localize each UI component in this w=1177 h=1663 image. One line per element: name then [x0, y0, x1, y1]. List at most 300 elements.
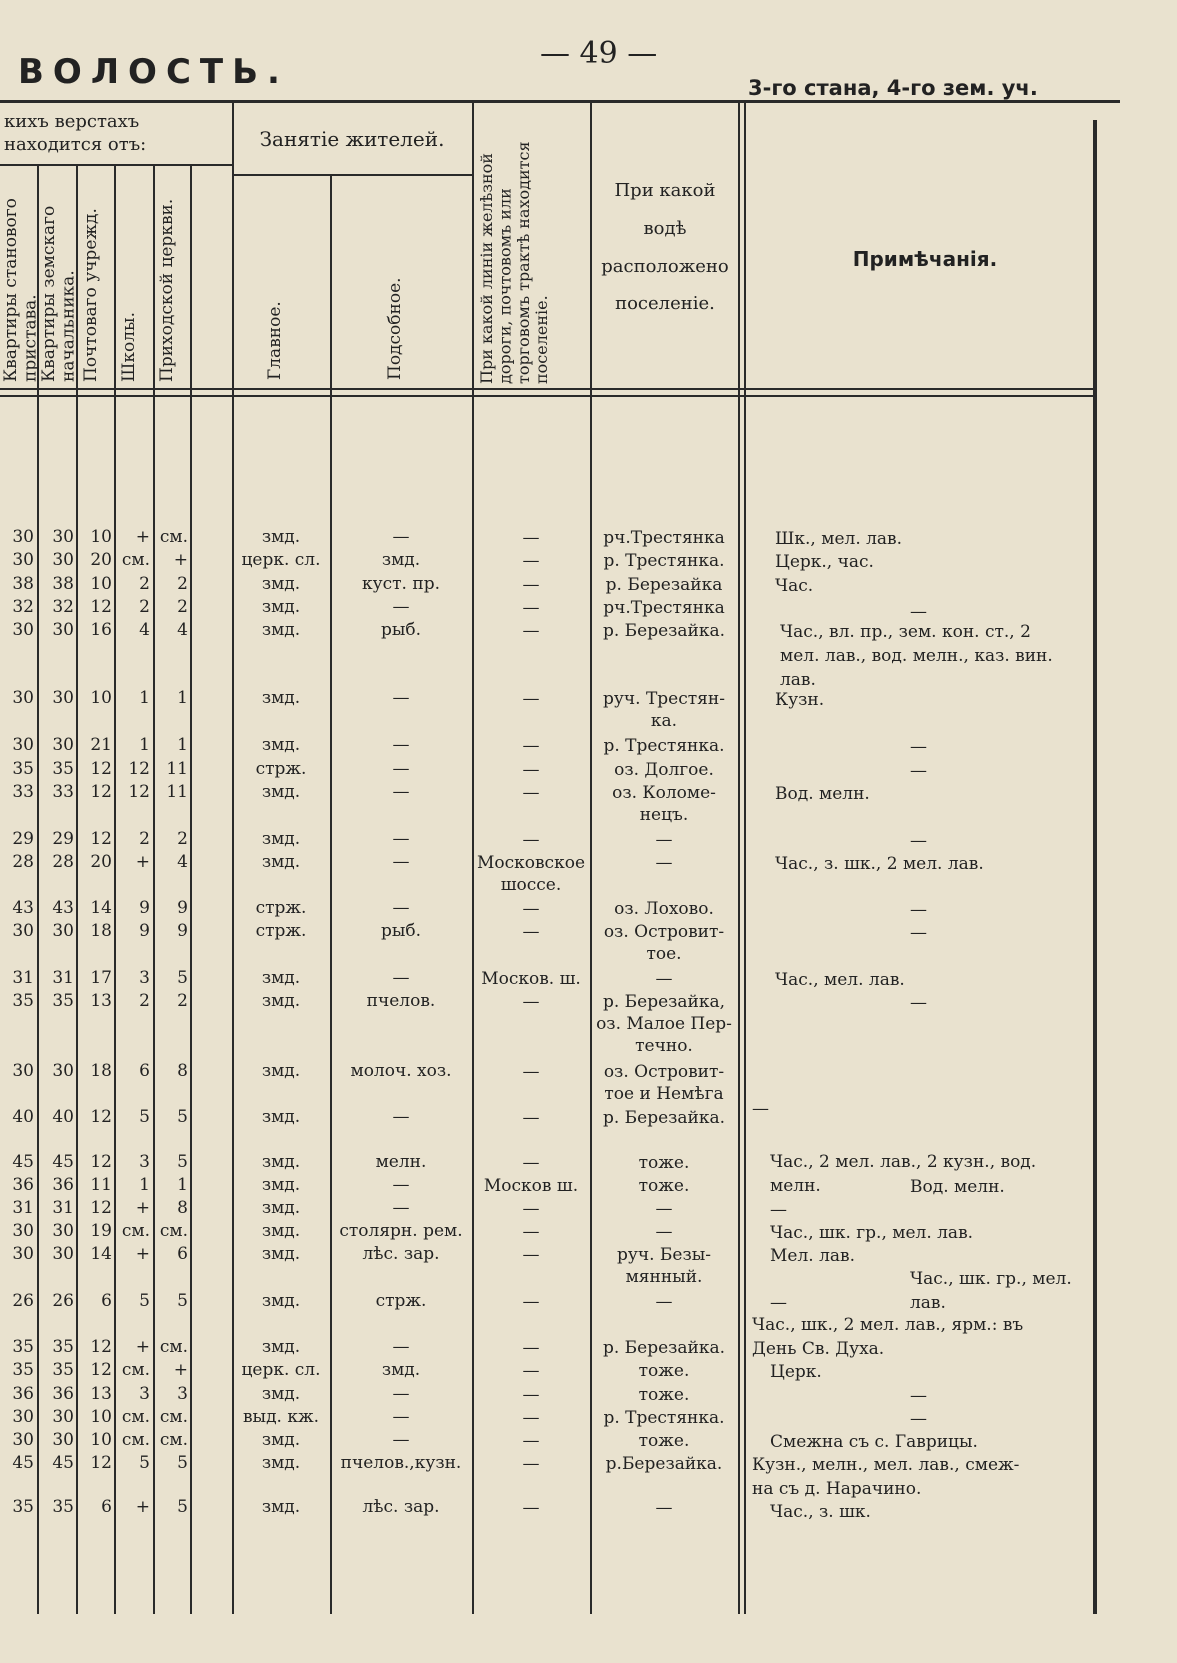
note-cell: — — [752, 1099, 769, 1119]
water-cell-line: — — [655, 1222, 673, 1242]
table-cell: 30 — [52, 688, 74, 708]
table-cell: змд. — [261, 1198, 301, 1218]
table-cell: см. — [159, 1221, 188, 1241]
table-cell: 9 — [177, 898, 188, 918]
water-cell-line: — — [655, 853, 673, 873]
note-cell: — — [910, 1386, 927, 1406]
table-cell: 35 — [12, 1360, 34, 1380]
road-cell: — — [522, 1292, 540, 1312]
table-cell: — — [392, 597, 410, 617]
water-cell — [592, 1107, 736, 1129]
table-cell: 30 — [52, 527, 74, 547]
top-rule — [0, 100, 1120, 103]
col-header-main: Главное. — [265, 301, 285, 380]
road-cell: — — [522, 1454, 540, 1474]
note-cell: Час., мел. лав. — [775, 970, 905, 990]
road-cell: — — [522, 551, 540, 571]
water-cell-line: тоже. — [638, 1153, 690, 1173]
table-cell: 45 — [12, 1453, 34, 1473]
table-cell: 19 — [90, 1221, 112, 1241]
table-cell: змд. — [261, 1291, 301, 1311]
road-cell: — — [522, 899, 540, 919]
col-header-water: При какой водѣ расположено поселеніе. — [601, 180, 729, 315]
header-rule-occupation — [232, 174, 472, 176]
water-cell-line: р. Березайка — [605, 575, 723, 595]
table-cell: пчелов. — [366, 991, 436, 1011]
note-cell: — — [910, 1409, 927, 1429]
water-cell-line: оз. Островит- — [603, 1062, 725, 1082]
water-cell-line: оз. Коломе- — [612, 783, 716, 803]
table-cell: 6 — [139, 1061, 150, 1081]
page-number: — 49 — — [540, 36, 658, 71]
note-cell: Кузн., мелн., мел. лав., смеж- на съ д. Нарачино. — [752, 1455, 1020, 1499]
table-cell: — — [392, 735, 410, 755]
road-cell: — — [522, 1385, 540, 1405]
table-cell: 38 — [12, 574, 34, 594]
table-cell: 30 — [52, 1244, 74, 1264]
water-cell — [592, 574, 736, 596]
table-cell: 8 — [177, 1198, 188, 1218]
water-cell-line: оз. Лохово. — [614, 899, 714, 919]
table-cell: 30 — [12, 1430, 34, 1450]
road-cell: — — [522, 1062, 540, 1082]
table-cell: 26 — [52, 1291, 74, 1311]
table-cell: — — [392, 1337, 410, 1357]
table-cell: мелн. — [375, 1152, 427, 1172]
table-cell: змд. — [261, 527, 301, 547]
table-cell: 1 — [139, 688, 150, 708]
col-header-post: Почтоваго учрежд. — [81, 208, 101, 382]
table-cell: 6 — [177, 1244, 188, 1264]
note-cell: Кузн. — [775, 690, 825, 710]
table-cell: 30 — [12, 735, 34, 755]
col-header-stanovoy: Квартиры станового пристава. — [1, 198, 41, 382]
water-cell — [592, 1291, 736, 1313]
water-cell — [592, 1175, 736, 1197]
table-cell: 1 — [177, 735, 188, 755]
table-cell: 33 — [12, 782, 34, 802]
table-cell: 10 — [90, 688, 112, 708]
table-cell: + — [135, 527, 150, 547]
table-cell: 30 — [52, 1407, 74, 1427]
note-cell: — — [910, 602, 927, 622]
road-cell: — — [522, 992, 540, 1012]
table-cell: 45 — [52, 1453, 74, 1473]
road-cell: — — [522, 1245, 540, 1265]
table-cell: — — [392, 688, 410, 708]
road-cell: — — [522, 830, 540, 850]
table-cell: см. — [121, 1407, 150, 1427]
table-cell: змд. — [261, 968, 301, 988]
table-cell: 28 — [12, 852, 34, 872]
table-cell: 35 — [52, 759, 74, 779]
water-cell-line: р. Трестянка. — [603, 551, 725, 571]
table-cell: см. — [121, 1360, 150, 1380]
note-cell: — — [910, 923, 927, 943]
water-cell-line: тоже. — [638, 1385, 690, 1405]
table-cell: змд. — [261, 829, 301, 849]
table-cell: — — [392, 1107, 410, 1127]
table-cell: 12 — [90, 782, 112, 802]
table-cell: столярн. рем. — [339, 1221, 463, 1241]
table-cell: стрж. — [255, 759, 307, 779]
road-cell: — — [522, 1408, 540, 1428]
table-row — [0, 1061, 1177, 1104]
table-cell: стрж. — [255, 921, 307, 941]
table-cell: 1 — [139, 735, 150, 755]
table-cell: змд. — [261, 1107, 301, 1127]
table-cell: 32 — [12, 597, 34, 617]
table-cell: 20 — [90, 852, 112, 872]
table-cell: 1 — [177, 1175, 188, 1195]
road-cell: — — [522, 1361, 540, 1381]
table-cell: 3 — [139, 1384, 150, 1404]
table-cell: + — [135, 852, 150, 872]
table-cell: молоч. хоз. — [350, 1061, 452, 1081]
road-cell: — — [522, 598, 540, 618]
header-bottom-rule-2 — [0, 395, 1095, 397]
table-cell: церк. сл. — [241, 1360, 321, 1380]
table-cell: 5 — [177, 1497, 188, 1517]
table-cell: 13 — [90, 1384, 112, 1404]
table-cell: змд. — [261, 1244, 301, 1264]
distance-group-header: кихъ верстахъ находится отъ: — [4, 111, 147, 156]
table-cell: 4 — [177, 620, 188, 640]
table-cell: змд. — [261, 852, 301, 872]
table-cell: 31 — [52, 968, 74, 988]
table-cell: см. — [121, 1430, 150, 1450]
table-cell: 12 — [90, 1198, 112, 1218]
table-cell: 14 — [90, 898, 112, 918]
note-cell: Шк., мел. лав. — [775, 529, 903, 549]
water-cell-line: р. Березайка. — [602, 1338, 726, 1358]
table-cell: — — [392, 782, 410, 802]
table-cell: 12 — [90, 597, 112, 617]
table-cell: 11 — [166, 782, 188, 802]
note-cell: — — [910, 993, 927, 1013]
note-cell: Церк. — [770, 1362, 822, 1382]
water-cell — [592, 1198, 736, 1220]
table-cell: 32 — [52, 597, 74, 617]
table-cell: — — [392, 1175, 410, 1195]
table-cell: 9 — [139, 898, 150, 918]
table-cell: змд. — [261, 1337, 301, 1357]
table-cell: 12 — [90, 1453, 112, 1473]
water-cell-line: мянный. — [625, 1267, 703, 1287]
water-cell — [592, 735, 736, 757]
table-cell: 30 — [12, 688, 34, 708]
table-cell: + — [135, 1497, 150, 1517]
table-cell: 20 — [90, 550, 112, 570]
water-cell-line: р. Трестянка. — [603, 736, 725, 756]
table-cell: 4 — [139, 620, 150, 640]
table-cell: змд. — [261, 620, 301, 640]
water-cell — [592, 1384, 736, 1406]
table-cell: 1 — [177, 688, 188, 708]
note-cell: Час., шк., 2 мел. лав., ярм.: въ День Св. Духа. — [752, 1315, 1024, 1359]
page-title: ВОЛОСТЬ. — [18, 52, 289, 92]
road-cell: — — [522, 689, 540, 709]
table-cell: 31 — [52, 1198, 74, 1218]
table-cell: 30 — [12, 550, 34, 570]
road-cell: — — [522, 1108, 540, 1128]
table-cell: 12 — [90, 1337, 112, 1357]
table-cell: — — [392, 829, 410, 849]
table-cell: 31 — [12, 1198, 34, 1218]
table-cell: + — [135, 1337, 150, 1357]
table-cell: — — [392, 852, 410, 872]
table-cell: 35 — [52, 991, 74, 1011]
col-header-road: При какой линіи желѣзной дороги, почтовомъ или торговомъ трактѣ находится поселеніе. — [477, 141, 552, 384]
water-cell-line: тоже. — [638, 1431, 690, 1451]
table-cell: 30 — [12, 921, 34, 941]
table-cell: церк. сл. — [241, 550, 321, 570]
table-cell: лѣс. зар. — [362, 1497, 440, 1517]
road-cell: — — [522, 736, 540, 756]
col-header-church: Приходской церкви. — [157, 198, 177, 382]
table-cell: 30 — [12, 1061, 34, 1081]
table-cell: 9 — [139, 921, 150, 941]
table-cell: 30 — [52, 550, 74, 570]
table-cell: 40 — [52, 1107, 74, 1127]
table-cell: 35 — [12, 1497, 34, 1517]
table-cell: 12 — [90, 829, 112, 849]
table-cell: 10 — [90, 1407, 112, 1427]
table-cell: 33 — [52, 782, 74, 802]
header-rule-distance — [0, 164, 232, 166]
note-cell: — — [910, 737, 927, 757]
table-cell: — — [392, 1198, 410, 1218]
water-cell — [592, 968, 736, 990]
table-cell: 2 — [177, 991, 188, 1011]
note-cell: Час., шк. гр., мел. лав. — [910, 1269, 1072, 1313]
water-cell — [592, 921, 736, 965]
table-cell: 10 — [90, 574, 112, 594]
note-cell: — — [910, 831, 927, 851]
table-cell: — — [392, 1384, 410, 1404]
note-cell: Час., шк. гр., мел. лав. — [770, 1223, 974, 1243]
table-cell: — — [392, 527, 410, 547]
water-cell-line: руч. Безы- — [616, 1245, 712, 1265]
table-cell: 16 — [90, 620, 112, 640]
table-cell: змд. — [261, 1221, 301, 1241]
table-cell: 2 — [177, 829, 188, 849]
table-cell: 5 — [139, 1107, 150, 1127]
table-cell: 35 — [52, 1337, 74, 1357]
water-cell — [592, 852, 736, 874]
note-cell: Час., з. шк., 2 мел. лав. — [775, 854, 984, 874]
table-cell: 30 — [12, 620, 34, 640]
road-cell: — — [522, 1431, 540, 1451]
table-cell: змд. — [261, 574, 301, 594]
note-cell: Час., вл. пр., зем. кон. ст., 2 мел. лав., вод. мелн., каз. вин. лав. — [780, 622, 1053, 690]
table-cell: 5 — [177, 1152, 188, 1172]
table-cell: змд. — [261, 1497, 301, 1517]
water-cell — [592, 1497, 736, 1519]
note-cell: Час., 2 мел. лав., 2 кузн., вод. мелн. — [770, 1152, 1037, 1196]
table-cell: выд. кж. — [242, 1407, 320, 1427]
table-cell: 18 — [90, 921, 112, 941]
table-cell: 45 — [12, 1152, 34, 1172]
table-cell: 5 — [177, 1291, 188, 1311]
water-cell — [592, 597, 736, 619]
table-cell: + — [135, 1198, 150, 1218]
table-cell: см. — [121, 550, 150, 570]
table-cell: 31 — [12, 968, 34, 988]
water-cell — [592, 898, 736, 920]
table-cell: 35 — [52, 1497, 74, 1517]
table-cell: 36 — [52, 1384, 74, 1404]
table-cell: — — [392, 759, 410, 779]
table-cell: 12 — [128, 759, 150, 779]
note-cell: Вод. мелн. — [910, 1177, 1005, 1197]
road-cell-line: шоссе. — [500, 875, 562, 895]
table-cell: 2 — [177, 574, 188, 594]
water-cell — [592, 1430, 736, 1452]
col-header-zemsky: Квартиры земскаго начальника. — [39, 205, 79, 382]
table-cell: 5 — [139, 1291, 150, 1311]
water-cell-line: рч.Трестянка — [603, 528, 725, 548]
table-cell: 35 — [12, 759, 34, 779]
table-cell: лѣс. зар. — [362, 1244, 440, 1264]
table-cell: 11 — [166, 759, 188, 779]
table-cell: 2 — [139, 574, 150, 594]
table-cell: 45 — [52, 1152, 74, 1172]
water-cell-line: тое и Немѣга — [604, 1084, 724, 1104]
table-cell: пчелов.,кузн. — [340, 1453, 462, 1473]
table-cell: см. — [159, 527, 188, 547]
col-header-auxiliary: Подсобное. — [385, 277, 405, 380]
table-cell: 3 — [139, 968, 150, 988]
table-cell: стрж. — [255, 898, 307, 918]
water-cell-line: тоже. — [638, 1176, 690, 1196]
table-cell: змд. — [261, 688, 301, 708]
note-cell: — — [910, 900, 927, 920]
water-cell — [592, 782, 736, 826]
table-cell: см. — [159, 1407, 188, 1427]
water-cell-line: оз. Малое Пер- — [596, 1014, 732, 1034]
table-cell: 28 — [52, 852, 74, 872]
water-cell-line: — — [655, 1498, 673, 1518]
table-cell: см. — [159, 1337, 188, 1357]
water-cell — [592, 759, 736, 781]
table-cell: змд. — [261, 1175, 301, 1195]
table-cell: 12 — [90, 759, 112, 779]
table-cell: 30 — [52, 1061, 74, 1081]
water-cell-line: — — [655, 1199, 673, 1219]
note-cell: Смежна съ с. Гаврицы. — [770, 1432, 978, 1452]
table-cell: 5 — [139, 1453, 150, 1473]
table-cell: змд. — [261, 782, 301, 802]
table-cell: 2 — [177, 597, 188, 617]
table-cell: рыб. — [380, 620, 422, 640]
table-cell: 5 — [177, 1107, 188, 1127]
table-cell: 9 — [177, 921, 188, 941]
note-cell: — — [770, 1200, 787, 1220]
road-cell: — — [522, 760, 540, 780]
table-cell: 10 — [90, 527, 112, 547]
table-cell: 6 — [101, 1497, 112, 1517]
water-cell — [592, 1360, 736, 1382]
district-heading: 3-го стана, 4-го зем. уч. — [748, 76, 1038, 100]
water-cell-line: — — [655, 1292, 673, 1312]
road-cell: — — [522, 1222, 540, 1242]
road-cell: — — [522, 575, 540, 595]
table-cell: — — [392, 1430, 410, 1450]
table-cell: змд. — [261, 1061, 301, 1081]
water-cell — [592, 620, 736, 642]
table-cell: 40 — [12, 1107, 34, 1127]
table-cell: змд. — [261, 1152, 301, 1172]
table-cell: 1 — [139, 1175, 150, 1195]
road-cell: — — [522, 1199, 540, 1219]
note-cell: — — [910, 761, 927, 781]
water-cell-line: — — [655, 969, 673, 989]
road-cell: — — [522, 1338, 540, 1358]
table-cell: 12 — [90, 1360, 112, 1380]
table-cell: 38 — [52, 574, 74, 594]
table-cell: змд. — [261, 597, 301, 617]
water-cell-line: оз. Долгое. — [614, 760, 714, 780]
water-cell-line: ка. — [650, 711, 678, 731]
table-cell: стрж. — [375, 1291, 427, 1311]
water-cell — [592, 550, 736, 572]
road-cell-line: Московское — [476, 853, 586, 873]
table-cell: + — [135, 1244, 150, 1264]
table-cell: змд. — [261, 1430, 301, 1450]
table-cell: 2 — [139, 829, 150, 849]
water-cell — [592, 1221, 736, 1243]
water-cell — [592, 829, 736, 851]
table-cell: — — [392, 968, 410, 988]
table-cell: 30 — [52, 1221, 74, 1241]
table-cell: 11 — [90, 1175, 112, 1195]
table-cell: 17 — [90, 968, 112, 988]
table-cell: рыб. — [380, 921, 422, 941]
table-cell: змд. — [381, 1360, 421, 1380]
table-cell: 14 — [90, 1244, 112, 1264]
table-cell: 30 — [52, 735, 74, 755]
table-cell: 30 — [52, 620, 74, 640]
water-cell — [592, 1061, 736, 1105]
water-cell-line: тое. — [646, 944, 682, 964]
water-cell-line: оз. Островит- — [603, 922, 725, 942]
water-cell-line: р.Березайка. — [605, 1454, 723, 1474]
table-cell: 26 — [12, 1291, 34, 1311]
table-cell: + — [173, 550, 188, 570]
table-cell: 5 — [177, 1453, 188, 1473]
table-cell: см. — [159, 1430, 188, 1450]
table-cell: 35 — [12, 991, 34, 1011]
table-cell: 18 — [90, 1061, 112, 1081]
table-cell: 3 — [177, 1384, 188, 1404]
table-cell: 2 — [139, 597, 150, 617]
col-header-school: Школы. — [119, 312, 139, 382]
table-cell: змд. — [381, 550, 421, 570]
road-cell: Москов ш. — [483, 1176, 579, 1196]
table-cell: см. — [121, 1221, 150, 1241]
water-cell — [592, 1453, 736, 1475]
road-cell — [474, 852, 588, 896]
table-cell: 43 — [12, 898, 34, 918]
note-cell: — — [770, 1293, 787, 1313]
water-cell-line: р. Березайка. — [602, 1108, 726, 1128]
water-cell — [592, 527, 736, 549]
road-cell: Москов. ш. — [481, 969, 581, 989]
table-cell: — — [392, 1407, 410, 1427]
table-cell: змд. — [261, 735, 301, 755]
table-cell: 43 — [52, 898, 74, 918]
